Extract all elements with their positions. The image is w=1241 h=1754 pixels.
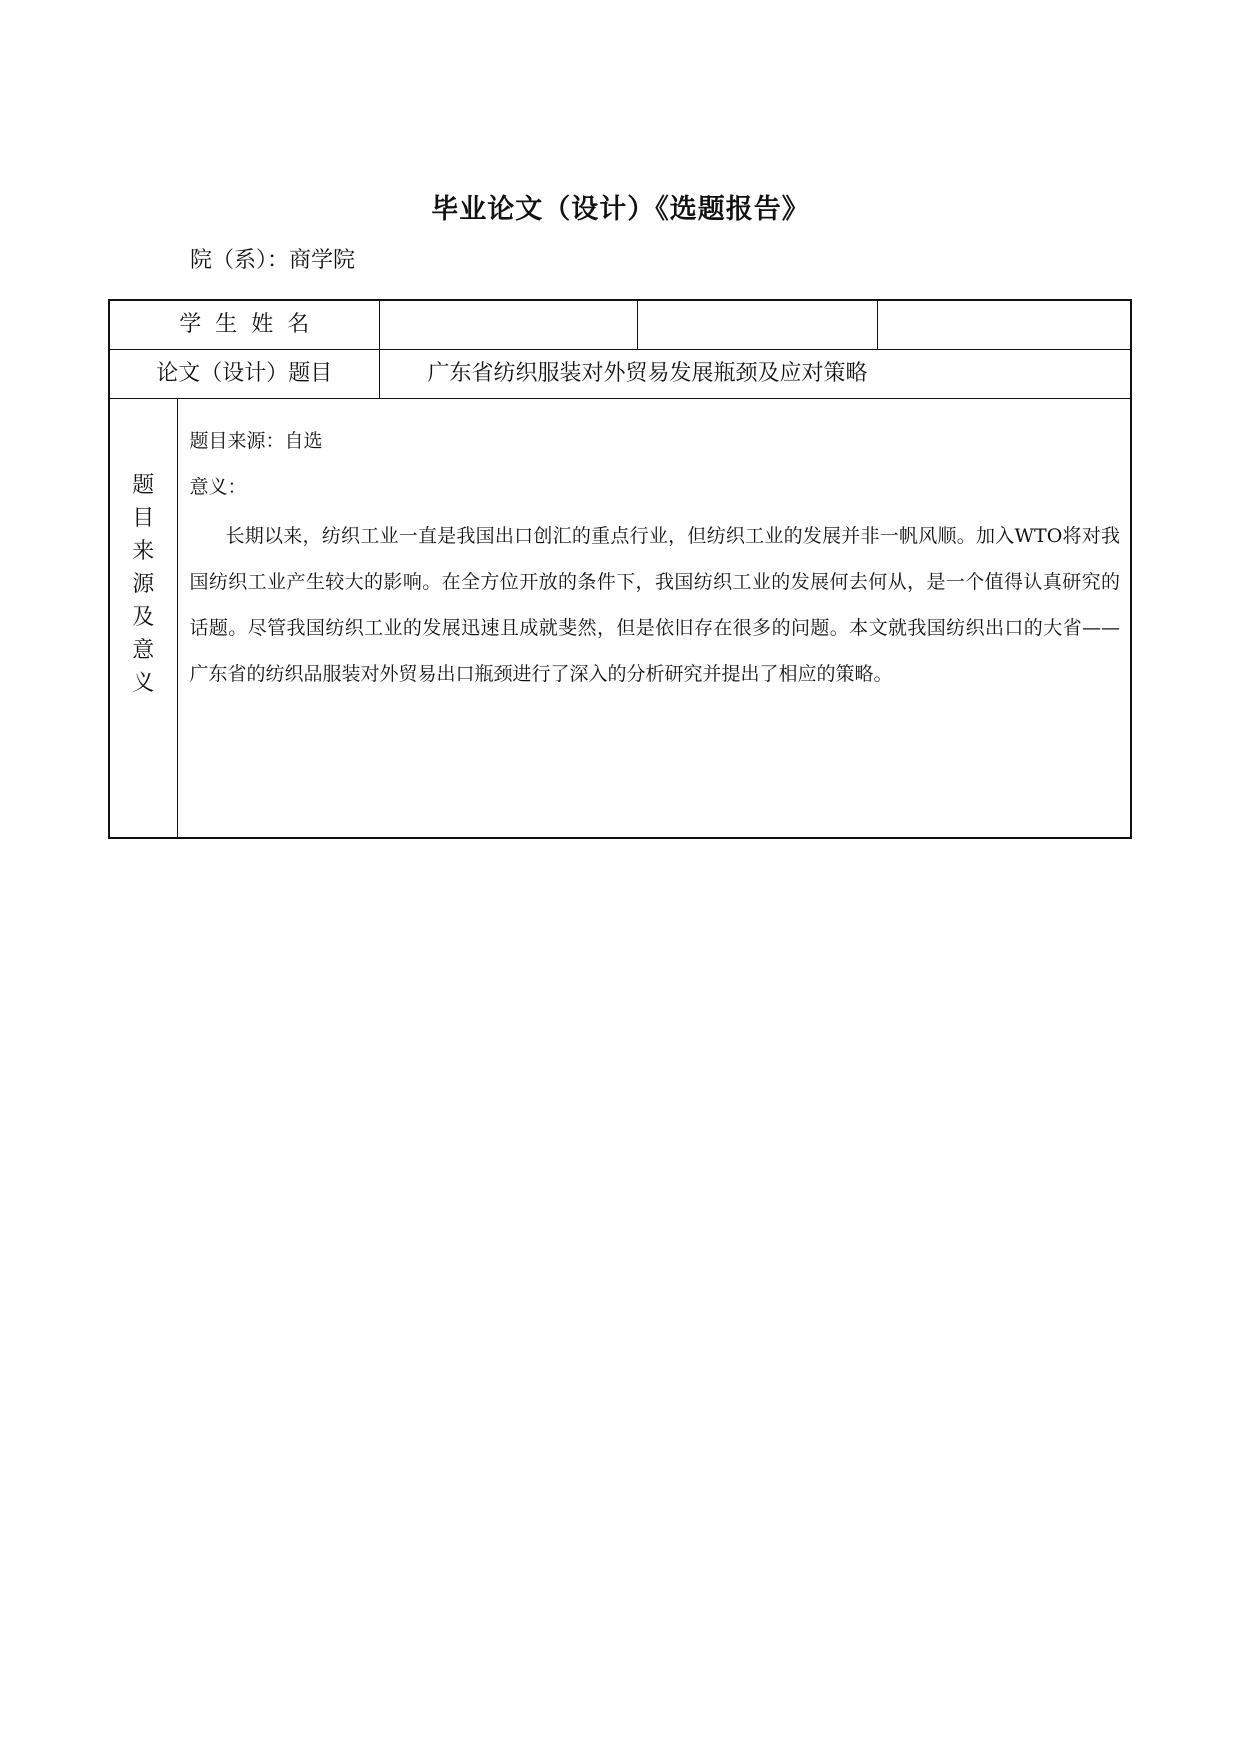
section-label-char: 目	[132, 506, 155, 531]
section-label-char: 及	[132, 605, 155, 630]
source-meaning-row	[109, 399, 1131, 839]
student-name-field-2	[637, 300, 877, 350]
student-name-row	[109, 300, 1131, 350]
section-label-char: 义	[132, 671, 155, 696]
page-title: 毕业论文（设计）《选题报告》	[431, 194, 810, 225]
topic-source-line: 题目来源：自选	[189, 430, 323, 452]
section-label-char: 来	[132, 539, 155, 564]
thesis-title-label: 论文（设计）题目	[109, 350, 379, 399]
student-name-field-3	[877, 300, 1131, 350]
thesis-title-row	[109, 350, 1131, 399]
source-meaning-content	[177, 399, 1131, 839]
section-label-char: 题	[132, 473, 155, 498]
department-line: 院（系）：商学院	[190, 248, 356, 273]
student-name-label: 学生姓名	[109, 300, 379, 350]
topic-report-form	[108, 299, 1132, 839]
source-meaning-label	[109, 399, 177, 839]
meaning-label: 意义：	[189, 476, 247, 498]
section-label-char: 意	[132, 638, 155, 663]
student-name-field-1	[379, 300, 637, 350]
section-label-char: 源	[132, 572, 155, 597]
thesis-title-value: 广东省纺织服装对外贸易发展瓶颈及应对策略	[379, 350, 1131, 399]
meaning-paragraph: 长期以来，纺织工业一直是我国出口创汇的重点行业，但纺织工业的发展并非一帆风顺。加入WTO将对我国纺织工业产生较大的影响。在全方位开放的条件下，我国纺织工业的发展何去何从，是一个值得认真研究的话题。尽管我国纺织工业的发展迅速且成就斐然，但是依旧存在很多的问题。本文就我国纺织出口的大省——广东省的纺织品服装对外贸易出口瓶颈进行了深入的分析研究并提出了相应的策略。	[189, 525, 1121, 685]
